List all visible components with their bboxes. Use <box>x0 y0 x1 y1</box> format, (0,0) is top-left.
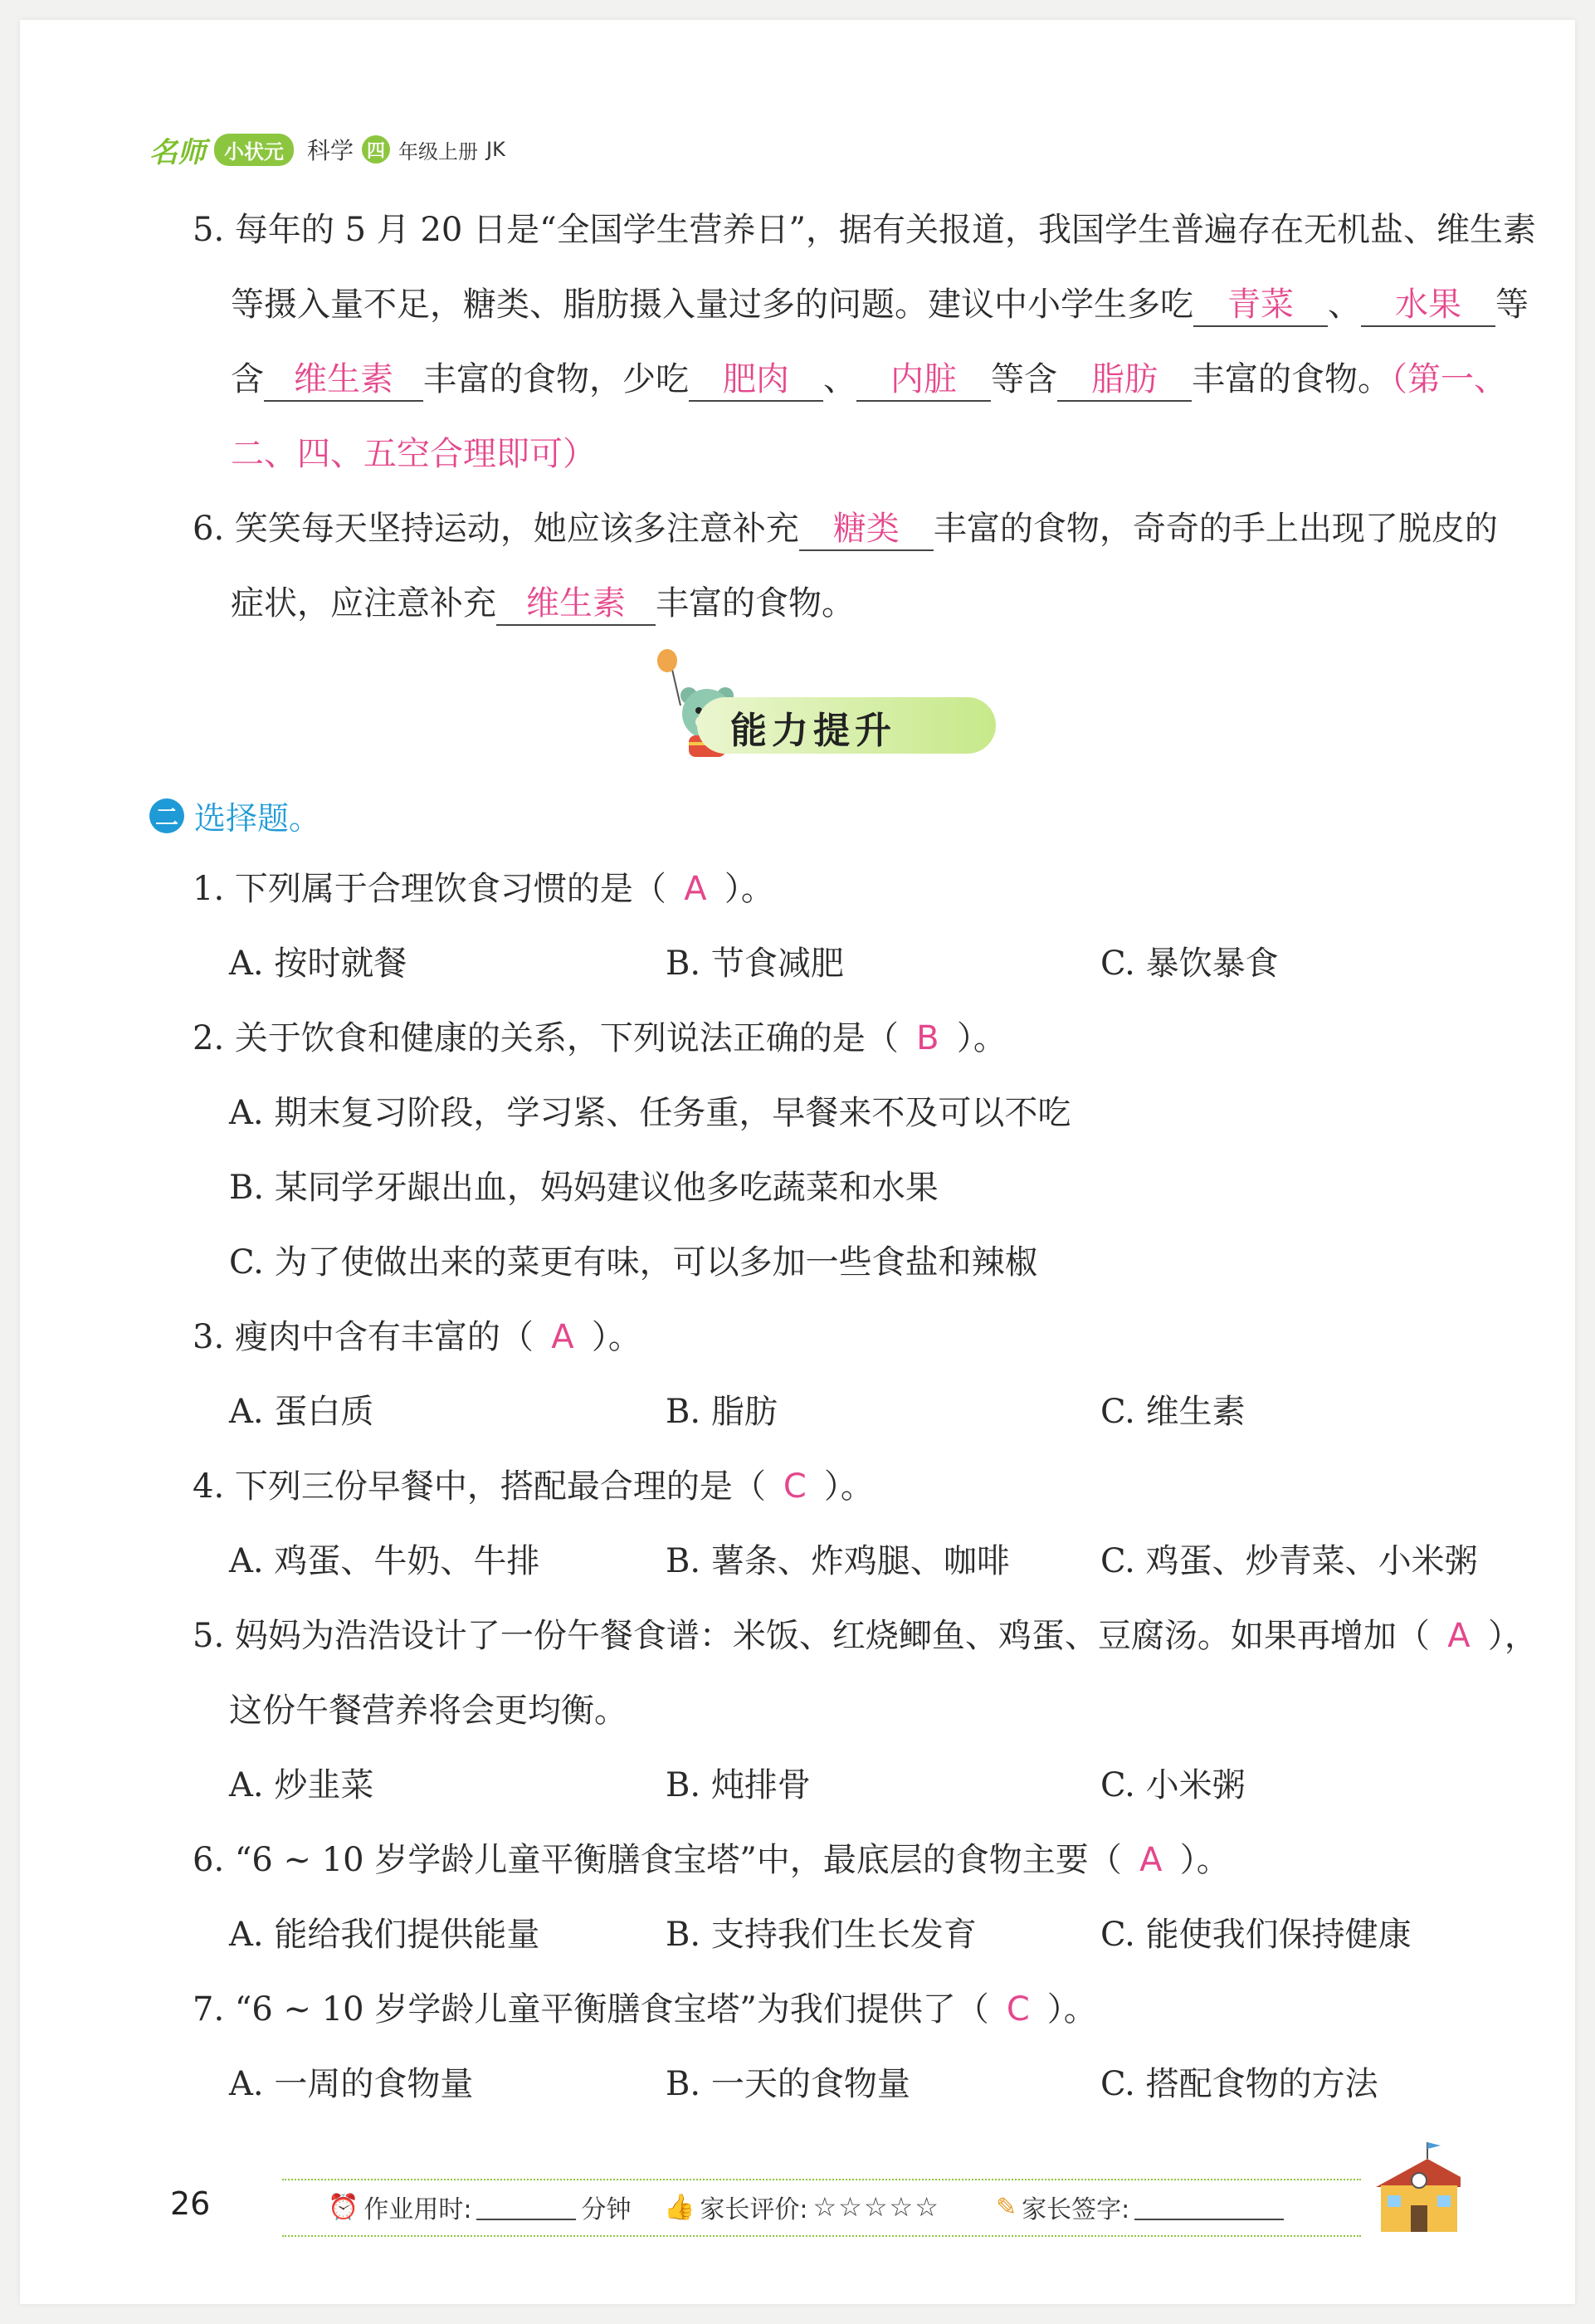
brand-logo-part1: 名师 <box>149 135 206 169</box>
answer-blank: 青菜 <box>1193 284 1328 327</box>
answer-blank: 糖类 <box>799 508 934 551</box>
rating-stars[interactable]: ☆☆☆☆☆ <box>812 2191 940 2223</box>
text: 、 <box>1328 286 1361 324</box>
choice-q5-stem-line2: 这份午餐营养将会更均衡。 <box>229 1692 627 1730</box>
answer-letter: A <box>1139 1841 1163 1879</box>
answer-letter: A <box>1447 1617 1471 1655</box>
brand-logo-part2: 小状元 <box>214 134 294 166</box>
stem-text: ）。 <box>724 870 774 908</box>
option-c: C. 暴饮暴食 <box>1100 945 1279 983</box>
option-a: A. 期末复习阶段，学习紧、任务重，早餐来不及可以不吃 <box>229 1094 1071 1132</box>
option-c: C. 鸡蛋、炒青菜、小米粥 <box>1100 1542 1478 1580</box>
answer-letter: C <box>1006 1990 1030 2029</box>
section-number-badge: 二 <box>149 798 184 833</box>
option-c: C. 小米粥 <box>1100 1766 1246 1804</box>
text: 丰富的食物，奇奇的手上出现了脱皮的 <box>933 510 1498 548</box>
page-header <box>149 124 505 174</box>
time-field <box>328 2189 631 2225</box>
option-c: C. 能使我们保持健康 <box>1100 1916 1412 1954</box>
page-number: 26 <box>170 2185 211 2222</box>
answer-note: 二、四、五空合理即可） <box>231 435 596 473</box>
signature-blank[interactable] <box>1134 2194 1284 2220</box>
alarm-clock-icon: ⏰ <box>328 2192 359 2222</box>
text: 丰富的食物，少吃 <box>423 360 689 398</box>
answer-blank: 水果 <box>1361 284 1495 327</box>
option-c: C. 搭配食物的方法 <box>1100 2065 1378 2103</box>
fill-q6-line2 <box>231 583 855 626</box>
option-b: B. 炖排骨 <box>666 1766 811 1804</box>
choice-q1-stem <box>193 868 774 910</box>
choice-q3-stem <box>193 1316 641 1358</box>
option-b: B. 支持我们生长发育 <box>666 1916 977 1954</box>
answer-blank: 肥肉 <box>689 359 823 402</box>
option-a: A. 按时就餐 <box>229 945 407 983</box>
text: 、 <box>823 360 856 398</box>
stem-text: ）。 <box>1179 1841 1230 1879</box>
time-unit: 分钟 <box>581 2195 632 2224</box>
answer-letter: A <box>684 870 707 908</box>
stem-text: 6. “6 ~ 10 岁学龄儿童平衡膳食宝塔”中，最底层的食物主要（ <box>193 1841 1122 1879</box>
stem-text: ）。 <box>591 1318 641 1356</box>
answer-letter: B <box>916 1019 939 1057</box>
option-a: A. 蛋白质 <box>229 1393 374 1431</box>
option-a: A. 鸡蛋、牛奶、牛排 <box>229 1542 540 1580</box>
stem-text: ）。 <box>956 1019 1007 1057</box>
section-title: 选择题。 <box>194 800 321 837</box>
choice-q2-stem <box>193 1018 1007 1059</box>
pen-icon: ✎ <box>996 2192 1017 2222</box>
text: 等含 <box>991 360 1057 398</box>
time-label: 作业用时: <box>363 2195 472 2224</box>
text: 症状，应注意补充 <box>231 584 496 622</box>
fill-q5-line1: 5. 每年的 5 月 20 日是“全国学生营养日”，据有关报道，我国学生普遍存在无机盐、维生素 <box>193 211 1536 249</box>
ability-banner <box>647 647 996 764</box>
option-a: A. 能给我们提供能量 <box>229 1916 540 1954</box>
stem-text: 1. 下列属于合理饮食习惯的是（ <box>193 870 666 908</box>
option-b: B. 一天的食物量 <box>666 2065 910 2103</box>
stem-text: ）。 <box>1046 1990 1097 2029</box>
option-b: B. 节食减肥 <box>666 945 844 983</box>
text: 丰富的食物。 <box>656 584 855 622</box>
text: 含 <box>231 360 264 398</box>
grade-badge: 四 <box>362 135 390 164</box>
rating-field <box>664 2189 940 2225</box>
choice-q6-stem <box>193 1839 1230 1881</box>
answer-letter: A <box>551 1318 574 1356</box>
homework-footer <box>166 2179 1461 2237</box>
stem-text: 7. “6 ~ 10 岁学龄儿童平衡膳食宝塔”为我们提供了（ <box>193 1990 989 2029</box>
answer-note: （第一、 <box>1391 360 1507 398</box>
stem-text: 2. 关于饮食和健康的关系，下列说法正确的是（ <box>193 1019 899 1057</box>
answer-blank: 内脏 <box>856 359 991 402</box>
option-b: B. 薯条、炸鸡腿、咖啡 <box>666 1542 1010 1580</box>
stem-text: ）， <box>1487 1617 1538 1655</box>
fill-q5-line2 <box>231 284 1529 327</box>
choice-q7-stem <box>193 1989 1097 2030</box>
signature-label: 家长签字: <box>1022 2195 1130 2224</box>
stem-text: 3. 瘦肉中含有丰富的（ <box>193 1318 534 1356</box>
stem-text: 5. 妈妈为浩浩设计了一份午餐食谱：米饭、红烧鲫鱼、鸡蛋、豆腐汤。如果再增加（ <box>193 1617 1430 1655</box>
answer-blank: 维生素 <box>264 359 423 402</box>
time-blank[interactable] <box>476 2194 576 2220</box>
thumbs-up-icon: 👍 <box>664 2192 695 2222</box>
text: 6. 笑笑每天坚持运动，她应该多注意补充 <box>193 510 799 548</box>
option-a: A. 炒韭菜 <box>229 1766 374 1804</box>
option-b: B. 某同学牙龈出血，妈妈建议他多吃蔬菜和水果 <box>229 1169 939 1207</box>
choice-q5-stem <box>193 1615 1538 1657</box>
fill-q5-line3 <box>231 359 1507 402</box>
edition-label: JK <box>486 138 505 161</box>
grade-label: 年级上册 <box>398 139 479 164</box>
school-house-icon <box>1361 2137 1461 2237</box>
text: 等 <box>1495 286 1529 324</box>
stem-text: ）。 <box>823 1467 874 1506</box>
text: 丰富的食物。 <box>1192 360 1391 398</box>
option-a: A. 一周的食物量 <box>229 2065 474 2103</box>
option-b: B. 脂肪 <box>666 1393 778 1431</box>
fill-q6-line1 <box>193 508 1498 551</box>
answer-letter: C <box>783 1467 807 1506</box>
rating-label: 家长评价: <box>700 2195 808 2224</box>
subject-label: 科学 <box>307 137 354 164</box>
option-c: C. 为了使做出来的菜更有味，可以多加一些食盐和辣椒 <box>229 1243 1038 1282</box>
signature-field <box>996 2189 1284 2225</box>
section-header <box>149 793 320 838</box>
option-c: C. 维生素 <box>1100 1393 1246 1431</box>
text: 等摄入量不足，糖类、脂肪摄入量过多的问题。建议中小学生多吃 <box>231 286 1193 324</box>
banner-title: 能力提升 <box>730 710 896 752</box>
stem-text: 4. 下列三份早餐中，搭配最合理的是（ <box>193 1467 766 1506</box>
choice-q4-stem <box>193 1466 874 1507</box>
answer-blank: 脂肪 <box>1057 359 1192 402</box>
answer-blank: 维生素 <box>496 583 656 626</box>
